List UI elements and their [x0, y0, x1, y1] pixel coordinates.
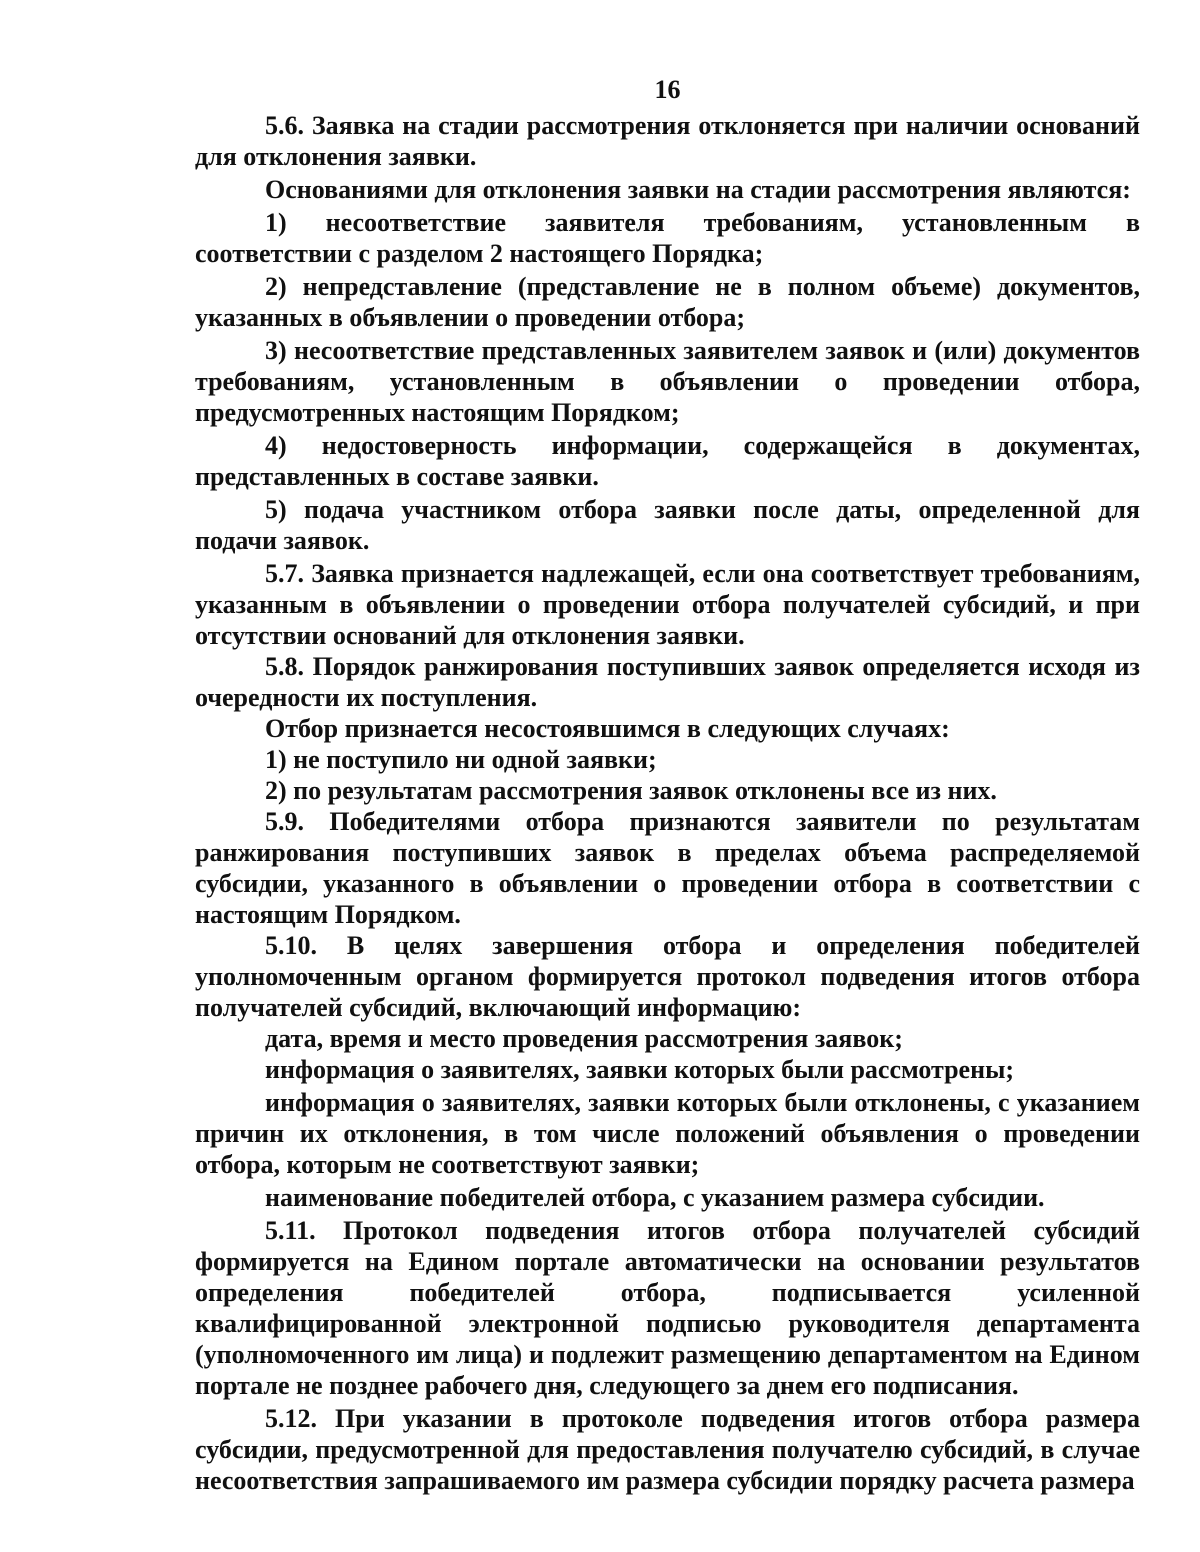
document-page — [195, 74, 1140, 1496]
page-number: 16 — [654, 75, 681, 104]
paragraph-protocol-item-3: информация о заявителях, заявки которых были отклонены, с указанием причин их отклонения, в том числе положений объявления о проведении отбора, которым не соответствуют заявки; — [195, 1088, 1140, 1179]
paragraph-failed-case-1: 1) не поступило ни одной заявки; — [265, 745, 657, 774]
paragraph-5-12: 5.12. При указании в протоколе подведения итогов отбора размера субсидии, предусмотренной для предоставления получателю субсидий, в случае несоответствия запрашиваемого им размера субсидии порядку расчета размера — [195, 1404, 1140, 1495]
paragraph-selection-failed-intro: Отбор признается несостоявшимся в следующих случаях: — [265, 714, 950, 743]
paragraph-failed-case-2: 2) по результатам рассмотрения заявок отклонены все из них. — [265, 776, 997, 805]
paragraph-5-9: 5.9. Победителями отбора признаются заявители по результатам ранжирования поступивших заявок в пределах объема распределяемой субсидии, указанного в объявлении о проведении отбора в соответствии с настоящим Порядком. — [195, 807, 1140, 929]
paragraph-grounds-intro: Основаниями для отклонения заявки на стадии рассмотрения являются: — [265, 175, 1131, 204]
paragraph-protocol-item-2: информация о заявителях, заявки которых были рассмотрены; — [265, 1055, 1015, 1084]
paragraph-5-11: 5.11. Протокол подведения итогов отбора получателей субсидий формируется на Едином портале автоматически на основании результатов определения победителей отбора, подписывается усиленной квалифицированной электронной подписью руководителя департамента (уполномоченного им лица) и подлежит размещению департаментом на Едином портале не позднее рабочего дня, следующего за днем его подписания. — [195, 1216, 1140, 1400]
paragraph-ground-4: 4) недостоверность информации, содержащейся в документах, представленных в составе заявки. — [195, 431, 1140, 491]
paragraph-ground-3: 3) несоответствие представленных заявителем заявок и (или) документов требованиям, установленным в объявлении о проведении отбора, предусмотренных настоящим Порядком; — [195, 336, 1140, 427]
paragraph-ground-1: 1) несоответствие заявителя требованиям, установленным в соответствии с разделом 2 настоящего Порядка; — [195, 208, 1140, 268]
paragraph-ground-5: 5) подача участником отбора заявки после даты, определенной для подачи заявок. — [195, 495, 1140, 555]
paragraph-5-6: 5.6. Заявка на стадии рассмотрения отклоняется при наличии оснований для отклонения заявки. — [195, 111, 1140, 171]
paragraph-protocol-item-1: дата, время и место проведения рассмотрения заявок; — [265, 1024, 903, 1053]
paragraph-5-8: 5.8. Порядок ранжирования поступивших заявок определяется исходя из очередности их поступления. — [195, 652, 1140, 712]
paragraph-5-10: 5.10. В целях завершения отбора и определения победителей уполномоченным органом формируется протокол подведения итогов отбора получателей субсидий, включающий информацию: — [195, 931, 1140, 1022]
paragraph-ground-2: 2) непредставление (представление не в полном объеме) документов, указанных в объявлении о проведении отбора; — [195, 272, 1140, 332]
paragraph-protocol-item-4: наименование победителей отбора, с указанием размера субсидии. — [265, 1183, 1045, 1212]
paragraph-5-7: 5.7. Заявка признается надлежащей, если она соответствует требованиям, указанным в объявлении о проведении отбора получателей субсидий, и при отсутствии оснований для отклонения заявки. — [195, 559, 1140, 650]
